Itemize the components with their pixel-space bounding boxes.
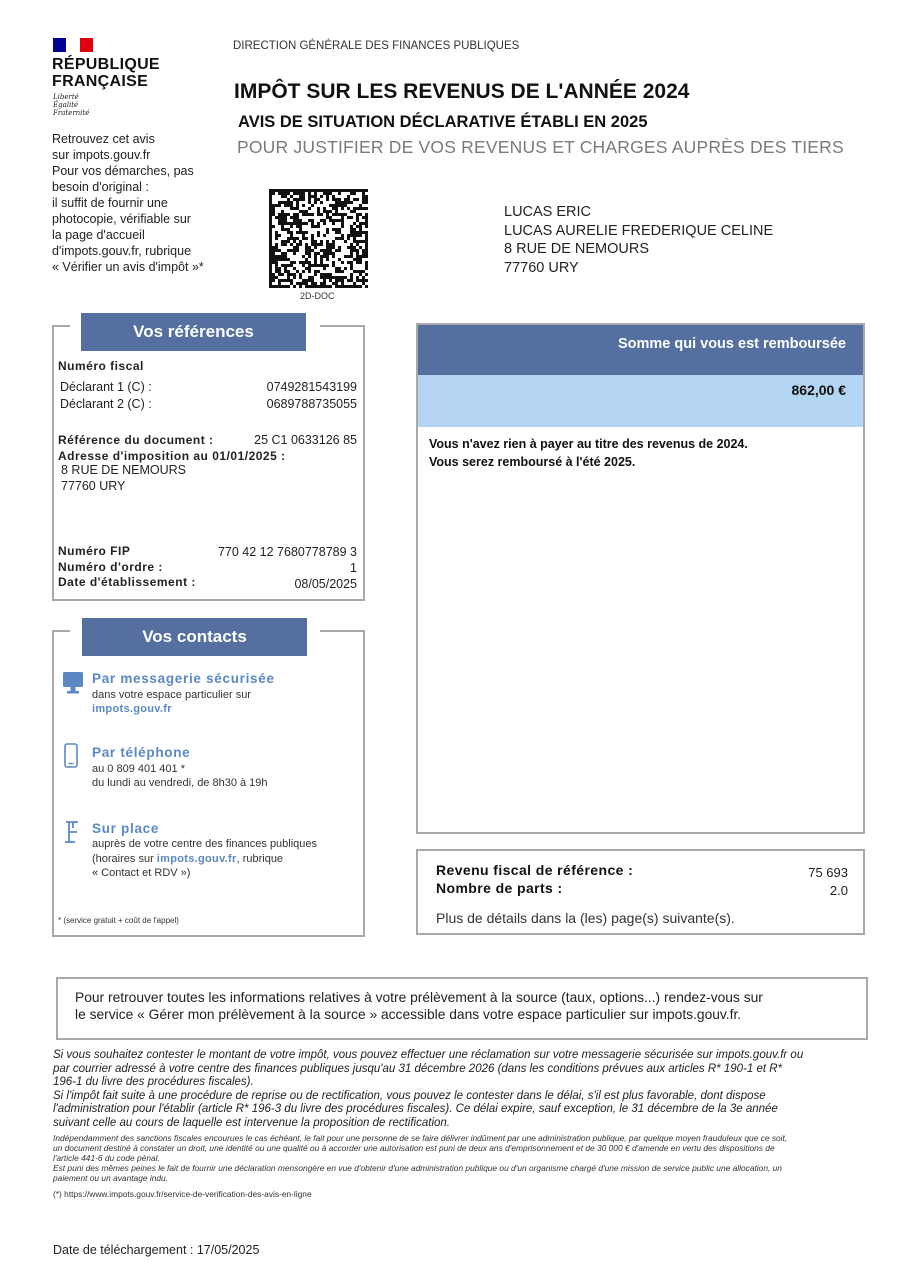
fraud-line: Est puni des mêmes peines le fait de fournir une déclaration mensongère en vue d'obtenir d'une administration publique ou d'un organisme chargé d'une mission de service public une allocation, un: [53, 1163, 782, 1173]
parts-value: 2.0: [829, 883, 848, 898]
barcode-label: 2D-DOC: [300, 291, 335, 301]
refund-message-2: Vous serez remboursé à l'été 2025.: [429, 455, 636, 469]
refund-message-1: Vous n'avez rien à payer au titre des revenus de 2024.: [429, 437, 748, 451]
refund-title: Somme qui vous est remboursée: [418, 325, 863, 375]
details-note: Plus de détails dans la (les) page(s) suivante(s).: [436, 910, 735, 926]
intro-line: Retrouvez cet avis: [52, 132, 155, 146]
declarant1-value: 0749281543199: [266, 380, 357, 394]
flag-blue-stripe: [53, 38, 66, 52]
onsite-title: Sur place: [92, 821, 160, 836]
legal-line: suivant celle au cours de laquelle est intervenue la proposition de rectification.: [53, 1116, 450, 1129]
page-subtitle: AVIS DE SITUATION DÉCLARATIVE ÉTABLI EN 2025: [238, 113, 648, 131]
order-number-value: 1: [350, 561, 357, 575]
tax-address-label: Adresse d'imposition au 01/01/2025 :: [58, 449, 286, 463]
fraud-line: Indépendamment des sanctions fiscales encourues le cas échéant, le fait pour une personne de se faire délivrer indûment par une administration publique, par quelque moyen frauduleux que ce soit,: [53, 1133, 788, 1143]
intro-line: besoin d'original :: [52, 180, 149, 194]
onsite-link[interactable]: impots.gouv.fr: [156, 853, 237, 865]
contacts-footnote: * (service gratuit + coût de l'appel): [58, 916, 179, 925]
republic-motto: [53, 93, 89, 117]
phone-title: Par téléphone: [92, 745, 191, 760]
onsite-text-3: « Contact et RDV »): [92, 867, 191, 879]
legal-line: par courrier adressé à votre centre des finances publiques jusqu'au 31 décembre 2026 (dans les conditions prévues aux articles R* 190-1 et R*: [53, 1062, 783, 1075]
fraud-notice: [53, 1133, 787, 1183]
legal-notice: [53, 1049, 803, 1130]
rfr-label: Revenu fiscal de référence :: [436, 862, 634, 878]
tax-address-line-1: 8 RUE DE NEMOURS: [61, 463, 187, 477]
intro-line: Pour vos démarches, pas: [52, 164, 194, 178]
onsite-text-1: auprès de votre centre des finances publiques: [92, 838, 318, 850]
onsite-text-prefix: (horaires sur: [92, 853, 157, 865]
legal-line: l'administration pour l'établir (article R* 196-3 du livre des procédures fiscales). Ce délai expire, sauf exception, le 31 décembre de la 3e année: [53, 1103, 778, 1115]
download-date: Date de téléchargement : 17/05/2025: [53, 1243, 260, 1257]
barcode-modules: [269, 189, 368, 288]
declarant2-value: 0689788735055: [266, 397, 357, 411]
intro-line: d'impots.gouv.fr, rubrique: [52, 244, 192, 258]
declarant1-label: Déclarant 1 (C) :: [60, 380, 152, 394]
declarant2-label: Déclarant 2 (C) :: [60, 397, 152, 411]
motto-liberte: Liberté: [53, 93, 79, 101]
agency-name: DIRECTION GÉNÉRALE DES FINANCES PUBLIQUES: [233, 40, 520, 52]
smartphone-icon: [64, 743, 78, 768]
intro-line: photocopie, vérifiable sur: [52, 212, 191, 226]
intro-line: « Vérifier un avis d'impôt »*: [52, 260, 204, 274]
withholding-line-2: le service « Gérer mon prélèvement à la source » accessible dans votre espace particulier sur impots.gouv.fr.: [75, 1007, 742, 1022]
logo-line-1: RÉPUBLIQUE: [52, 56, 160, 73]
2d-doc-barcode: [269, 189, 368, 288]
recipient-line: LUCAS ERIC: [504, 204, 592, 220]
messaging-link[interactable]: impots.gouv.fr: [92, 703, 172, 715]
intro-line: la page d'accueil: [52, 228, 145, 242]
fraud-line: l'article 441-6 du code pénal.: [53, 1153, 160, 1163]
refund-amount: 862,00 €: [418, 375, 863, 427]
order-number-label: Numéro d'ordre :: [58, 560, 163, 574]
issue-date-label: Date d'établissement :: [58, 575, 196, 589]
fraud-line: paiement ou un avantage indu.: [53, 1173, 169, 1183]
page-title: IMPÔT SUR LES REVENUS DE L'ANNÉE 2024: [234, 80, 690, 103]
issue-date-value: 08/05/2025: [294, 577, 357, 591]
legal-line: 196-1 du livre des procédures fiscales).: [53, 1076, 254, 1088]
verification-url-note[interactable]: (*) https://www.impots.gouv.fr/service-de-verification-des-avis-en-ligne: [53, 1189, 312, 1199]
fraud-line: un document destiné à constater un droit, une identité ou une qualité ou à accorder une autorisation est puni de deux ans d'emprisonnement et de 30 000 € d'amende en vertu des dispositions de: [53, 1143, 775, 1153]
fip-number-value: 770 42 12 7680778789 3: [217, 545, 357, 559]
french-flag-logo: [53, 38, 93, 52]
legal-line: Si l'impôt fait suite à une procédure de reprise ou de rectification, vous pouvez le contester dans le délai, s'il est plus favorable, dont dispose: [53, 1089, 766, 1102]
onsite-text-suffix: , rubrique: [236, 853, 284, 865]
motto-egalite: Égalité: [53, 101, 79, 109]
fip-number-label: Numéro FIP: [58, 544, 131, 558]
page-purpose: POUR JUSTIFIER DE VOS REVENUS ET CHARGES AUPRÈS DES TIERS: [237, 137, 844, 157]
motto-fraternite: Fraternité: [53, 109, 90, 117]
recipient-line: 77760 URY: [504, 259, 579, 276]
verification-intro: [52, 131, 204, 275]
tax-address-line-2: 77760 URY: [61, 479, 126, 493]
parts-label: Nombre de parts :: [436, 880, 563, 896]
fiscal-number-label: Numéro fiscal: [58, 359, 144, 373]
phone-hours: du lundi au vendredi, de 8h30 à 19h: [92, 777, 268, 789]
phone-number[interactable]: au 0 809 401 401 *: [92, 763, 185, 775]
onsite-text-2: [92, 852, 283, 867]
logo-line-2: FRANÇAISE: [52, 73, 149, 90]
messaging-text: dans votre espace particulier sur: [92, 689, 251, 701]
legal-line: Si vous souhaitez contester le montant de votre impôt, vous pouvez effectuer une réclamation sur votre messagerie sécurisée sur impots.gouv.fr ou: [53, 1049, 804, 1061]
flag-white-stripe: [66, 38, 79, 52]
messaging-title: Par messagerie sécurisée: [92, 671, 275, 686]
recipient-address: [504, 203, 773, 277]
references-title: Vos références: [81, 313, 306, 351]
withholding-line-1: Pour retrouver toutes les informations relatives à votre prélèvement à la source (taux, options...) rendez-vous sur: [75, 990, 763, 1005]
public-building-icon: [63, 820, 81, 844]
document-ref-value: 25 C1 0633126 85: [254, 433, 357, 447]
recipient-line: LUCAS AURELIE FREDERIQUE CELINE: [504, 222, 774, 239]
computer-icon: [62, 671, 84, 695]
contacts-title: Vos contacts: [82, 618, 307, 656]
rfr-value: 75 693: [808, 865, 848, 880]
republique-francaise-logo-text: [52, 56, 160, 90]
document-ref-label: Référence du document :: [58, 433, 214, 447]
intro-line: il suffit de fournir une: [52, 196, 168, 210]
recipient-line: 8 RUE DE NEMOURS: [504, 241, 650, 257]
intro-line: sur impots.gouv.fr: [52, 148, 151, 162]
flag-red-stripe: [80, 38, 93, 52]
